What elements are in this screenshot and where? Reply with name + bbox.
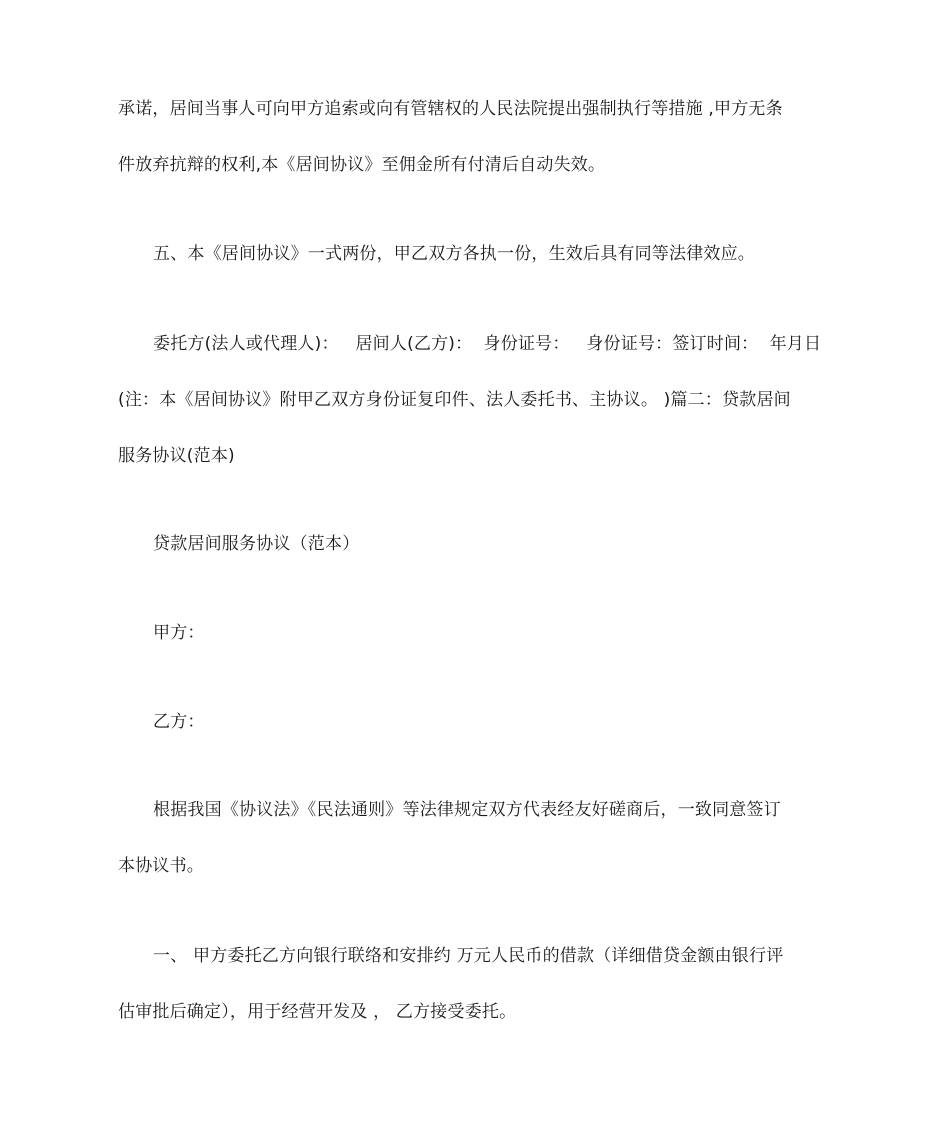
text-line: 估审批后确定），用于经营开发及 ， 乙方接受委托。 — [118, 1002, 517, 1022]
paragraph-article-five — [118, 226, 834, 282]
text-line: 承诺，居间当事人可向甲方追索或向有管辖权的人民法院提出强制执行等措施 ,甲方无条 — [118, 99, 783, 119]
section-title — [118, 516, 834, 572]
paragraph-legal-basis — [118, 782, 834, 894]
party-b-label — [118, 694, 834, 750]
paragraph-article-one — [118, 928, 834, 1040]
text-line: 甲方： — [153, 623, 205, 643]
text-line: 五、本《居间协议》一式两份，甲乙双方各执一份，生效后具有同等法律效应。 — [153, 244, 755, 264]
text-line: 乙方： — [153, 712, 205, 732]
party-a-label — [118, 605, 834, 661]
text-line: 服务协议(范本) — [118, 446, 235, 466]
text-line: (注：本《居间协议》附甲乙双方身份证复印件、法人委托书、主协议。 )篇二：贷款居间 — [118, 390, 791, 410]
text-line: 一、 甲方委托乙方向银行联络和安排约 万元人民币的借款（详细借贷金额由银行评 — [153, 946, 784, 966]
text-line: 委托方(法人或代理人)： 居间人(乙方)： 身份证号： 身份证号：签订时间： 年月日 — [153, 334, 822, 354]
text-line: 件放弃抗辩的权利,本《居间协议》至佣金所有付清后自动失效。 — [118, 155, 606, 175]
paragraph-commitment-clause — [118, 81, 834, 193]
text-line: 本协议书。 — [118, 856, 204, 876]
paragraph-signature-block — [118, 316, 834, 484]
text-line: 根据我国《协议法》《民法通则》等法律规定双方代表经友好磋商后，一致同意签订 — [153, 800, 781, 820]
text-line: 贷款居间服务协议（范本） — [153, 534, 360, 554]
